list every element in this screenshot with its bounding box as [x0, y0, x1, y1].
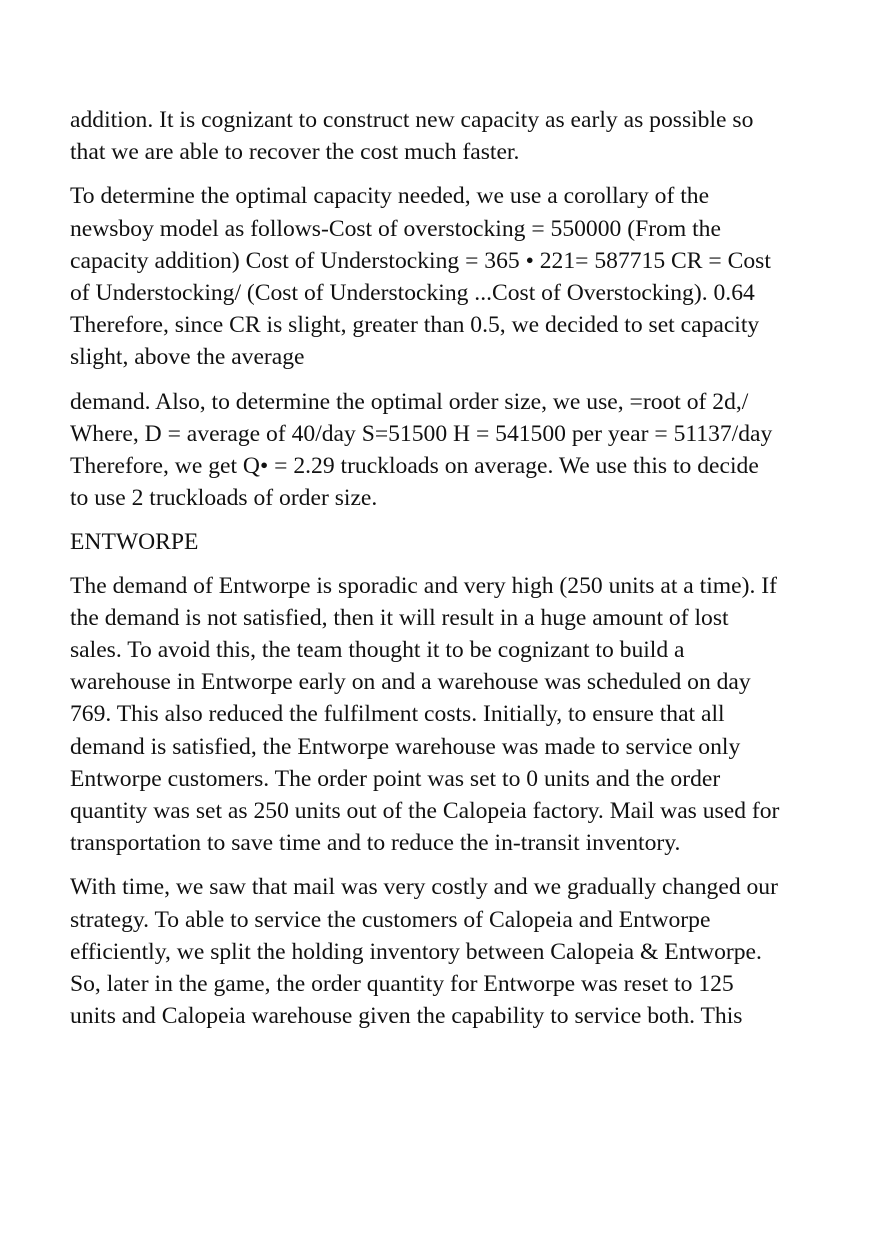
text-line: addition. It is cognizant to construct new capacity as early as possible so	[70, 107, 754, 133]
text-line: of Understocking/ (Cost of Understocking ...Cost of Overstocking). 0.64	[70, 280, 755, 307]
paragraph-order-size	[70, 386, 860, 515]
text-line: newsboy model as follows-Cost of overstocking = 550000 (From the	[70, 215, 721, 242]
text-line: efficiently, we split the holding inventory between Calopeia & Entworpe.	[70, 938, 762, 965]
text-line: Therefore, we get Q• = 2.29 truckloads on average. We use this to decide	[70, 453, 759, 480]
section-heading-entworpe: ENTWORPE	[70, 529, 199, 556]
paragraph-strategy-change	[70, 871, 860, 1032]
text-line: To determine the optimal capacity needed, we use a corollary of the	[70, 183, 710, 210]
document-page	[70, 104, 860, 1044]
text-line: that we are able to recover the cost much faster.	[70, 139, 520, 166]
text-line: transportation to save time and to reduce the in-transit inventory.	[70, 830, 681, 857]
text-line: slight, above the average	[70, 344, 305, 371]
paragraph-entworpe-demand	[70, 570, 860, 860]
text-line: units and Calopeia warehouse given the capability to service both. This	[70, 1003, 743, 1030]
text-line: warehouse in Entworpe early on and a warehouse was scheduled on day	[70, 669, 751, 696]
text-line: The demand of Entworpe is sporadic and very high (250 units at a time). If	[70, 572, 777, 599]
paragraph-newsboy-model	[70, 180, 860, 373]
text-line: So, later in the game, the order quantity for Entworpe was reset to 125	[70, 971, 734, 998]
text-line: strategy. To able to service the customers of Calopeia and Entworpe	[70, 906, 711, 933]
text-line: quantity was set as 250 units out of the Calopeia factory. Mail was used for	[70, 798, 780, 825]
text-line: to use 2 truckloads of order size.	[70, 485, 378, 512]
text-line: 769. This also reduced the fulfilment costs. Initially, to ensure that all	[70, 701, 725, 728]
text-line: Therefore, since CR is slight, greater than 0.5, we decided to set capacity	[70, 312, 760, 339]
text-line: the demand is not satisfied, then it will result in a huge amount of lost	[70, 604, 729, 631]
text-line: capacity addition) Cost of Understocking = 365 • 221= 587715 CR = Cost	[70, 247, 771, 274]
paragraph-capacity-timing	[70, 104, 860, 168]
text-line: demand is satisfied, the Entworpe warehouse was made to service only	[70, 733, 741, 760]
text-line: demand. Also, to determine the optimal order size, we use, =root of 2d,/	[70, 388, 749, 415]
text-line: Where, D = average of 40/day S=51500 H = 541500 per year = 51137/day	[70, 420, 773, 447]
text-line: With time, we saw that mail was very costly and we gradually changed our	[70, 874, 778, 901]
text-line: sales. To avoid this, the team thought it to be cognizant to build a	[70, 637, 685, 664]
text-line: Entworpe customers. The order point was set to 0 units and the order	[70, 765, 721, 792]
